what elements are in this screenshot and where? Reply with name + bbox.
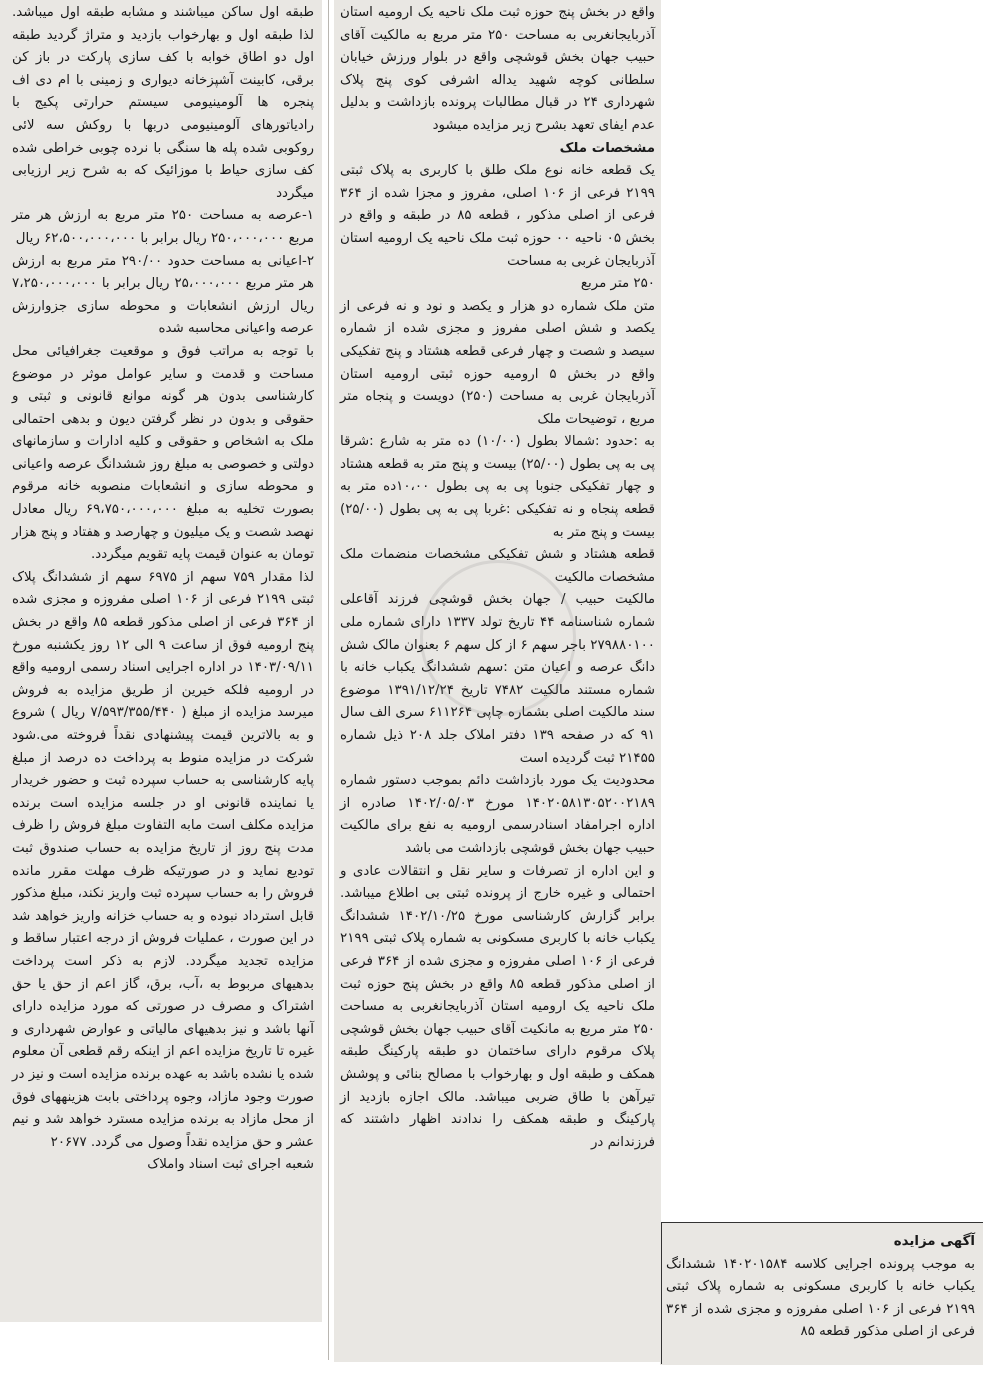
paragraph: محدودیت یک مورد بازداشت دائم بموجب دستور شماره ۱۴۰۲۰۵۸۱۳۰۵۲۰۰۲۱۸۹ مورخ ۱۴۰۲/۰۵/۰۳ صادره از اداره اجرامفاد اسنادرسمی ارومیه به نفع برای مالکیت حبیب جهان بخش قوشچی بازداشت می باشد (340, 773, 655, 856)
paragraph: مالکیت حبیب / جهان بخش قوشچی فرزند آقاعلی شماره شناسنامه ۴۴ تاریخ تولد ۱۳۳۷ دارای شماره ملی ۲۷۹۸۸۰۱۰۰ باجر سهم ۶ از کل سهم ۶ بعنوان مالک شش دانگ عرصه و اعیان متن :سهم ششدانگ یکباب خانه با شماره مستند مالکیت ۷۴۸۲ تاریخ ۱۳۹۱/۱۲/۲۴ موضوع سند مالکیت اصلی بشماره چاپی ۶۱۱۲۶۴ سری الف سال ۹۱ که در صفحه ۱۳۹ دفتر املاک جلد ۲۰۸ ذیل شماره ۲۱۴۵۵ ثبت گردیده است (340, 592, 655, 766)
notice-column-right (660, 1223, 983, 1365)
paragraph: واقع در بخش پنج حوزه ثبت ملک ناحیه یک ارومیه استان آذربایجانغربی به مساحت ۲۵۰ متر مربع به مالکیت آقای حبیب جهان بخش قوشچی واقع در بلوار ورزش خیابان سلطانی کوچه شهید یداله اشرفی کوی پنج پلاک شهرداری ۲۴ در قبال مطالبات پرونده بازداشت و بدلیل عدم ایفای تعهد بشرح زیر مزایده میشود (340, 5, 655, 133)
signature-line: شعبه اجرای ثبت اسناد واملاک (147, 1157, 314, 1173)
paragraph: طبقه اول ساکن میباشند و مشابه طبقه اول میباشد. لذا طبقه اول و بهارخواب بازدید و متراژ گردید طبقه اول دو اطاق خوابه با کف سازی پارکت در باز کن برقی، کابینت آشپزخانه دیواری و زمینی با ام دی اف پنجره ها آلومینیومی سیستم حرارتی پکیج با رادیاتورهای آلومینیومی دربها با روکش سه لائی روکوبی شده پله ها سنگی با نرده چوبی خراطی شده کف سازی حیاط با موزائیک که به شرح زیر ارزیابی میگردد (12, 5, 314, 201)
box-rule-side (661, 1222, 662, 1364)
paragraph: لذا مقدار ۷۵۹ سهم از ۶۹۷۵ سهم از ششدانگ پلاک ثبتی ۲۱۹۹ فرعی از ۱۰۶ اصلی مفروزه و مجزی شده از ۳۶۴ فرعی از اصلی مذکور قطعه ۸۵ واقع در بخش پنج ارومیه فوق از ساعت ۹ الی ۱۲ روز یکشنبه مورخ ۱۴۰۳/۰۹/۱۱ در اداره اجرایی اسناد رسمی ارومیه واقع در ارومیه فلکه خیرین از طریق مزایده به فروش میرسد مزایده از مبلغ ( ۷/۵۹۳/۳۵۵/۴۴۰ ریال ) شروع و به بالاترین قیمت پیشنهادی نقداً فروخته می.شود شرکت در مزایده منوط به پرداخت ده درصد از مبلغ پایه کارشناسی به حساب سپرده ثبت و حضور خریدار یا نماینده قانونی او در جلسه مزایده است برنده مزایده مکلف است مابه التفاوت مبلغ فروش را ظرف مدت پنج روز از تاریخ مزایده به حساب صندوق ثبت تودیع نماید و در صورتیکه ظرف مهلت مقرر مانده فروش را به حساب سپرده ثبت واریز نکند، مبلغ مذکور قابل استرداد نبوده و به حساب خزانه واریز خواهد شد در این صورت ، عملیات فروش از درجه اعتبار ساقط و مزایده تجدید میگردد. لازم به ذکر است پرداخت بدهیهای مربوط به ،آب، برق، گاز اعم از حق یا حق اشتراک و مصرف در صورتی که مورد مزایده دارای آنها باشد و نیز بدهیهای مالیاتی و عوارض شهرداری و غیره تا تاریخ مزایده اعم از اینکه رقم قطعی آن معلوم شده یا نشده باشد به عهده برنده مزایده است و نیز در صورت وجود مازاد، وجوه پرداختی بابت هزینههای فوق از محل مازاد به برنده مزایده مسترد خواهد شد و نیم عشر و حق مزایده نقداً وصول می گردد. ۲۰۶۷۷ (12, 569, 315, 1150)
paragraph: به موجب پرونده اجرایی کلاسه ۱۴۰۲۰۱۵۸۴ ششدانگ یکباب خانه با کاربری مسکونی به شماره پلاک ثبتی ۲۱۹۹ فرعی از ۱۰۶ اصلی مفروزه و مجزی شده از ۳۶۴ فرعی از اصلی مذکور قطعه ۸۵ (666, 1256, 975, 1340)
paragraph: ۱-عرصه به مساحت ۲۵۰ متر مربع به ارزش هر متر مربع ۲۵۰،۰۰۰،۰۰۰ ریال برابر با ۶۲،۵۰۰،۰۰۰،۰۰۰ ریال (12, 208, 314, 246)
column-gap (328, 0, 329, 1360)
paragraph: متن ملک شماره دو هزار و یکصد و نود و نه فرعی از یکصد و شش اصلی مفروز و مجزی شده از شماره سیصد و شصت و چهار فرعی قطعه هشتاد و پنج تفکیکی واقع در بخش ۵ ارومیه حوزه ثبتی ارومیه استان آذربایجان غربی به مساحت (۲۵۰) دویست و پنجاه متر مربع ، توضیحات ملک (340, 298, 656, 427)
paragraph: قطعه هشتاد و شش تفکیکی مشخصات منضمات ملک مشخصات مالکیت (340, 547, 655, 585)
paragraph: ۲۵۰ متر مربع (580, 276, 655, 292)
paragraph: یک قطعه خانه نوع ملک طلق با کاربری به پلاک ثبتی ۲۱۹۹ فرعی از ۱۰۶ اصلی، مفروز و مجزا شده از ۳۶۴ فرعی از اصلی مذکور ، قطعه ۸۵ در طبقه و واقع در بخش ۰۵ ناحیه ۰۰ حوزه ثبت ملک ناحیه یک ارومیه استان آذربایجان غربی به مساحت (340, 163, 656, 269)
section-heading: مشخصات ملک (559, 140, 655, 156)
notice-title: آگهی مزایده (893, 1234, 975, 1249)
box-rule-top (661, 1222, 983, 1223)
paragraph: با توجه به مراتب فوق و موقعیت جغرافیائی محل مساحت و قدمت و سایر عوامل موثر در موضوع کارشناسی بدون هر گونه موانع قانونی و ثبتی و حقوقی و بدون در نظر گرفتن دیون و بدهی احتمالی ملک به اشخاص و حقوقی و کلیه ادارات و سازمانهای دولتی و خصوصی به مبلغ روز ششدانگ عرصه واعیانی و محوطه سازی و انشعابات منصوبه خانه مرقوم بصورت تخلیه به مبلغ ۶۹،۷۵۰،۰۰۰،۰۰۰ ریال معادل نهصد شصت و یک میلیون و چهارصد و هفتاد و پنج هزار تومان به عنوان قیمت پایه تقویم میگردد. (12, 343, 315, 563)
notice-column-middle (334, 0, 661, 1362)
notice-column-left (0, 0, 322, 1322)
paragraph: به :حدود :شمالا بطول (۱۰/۰۰) ده متر به شارع :شرقا پی به پی بطول (۲۵/۰۰) بیست و پنج متر به قطعه هشتاد و چهار تفکیکی جنوبا پی به پی بطول ۱۰،۰۰ده متر به قطعه پنجاه و نه تفکیکی :غربا پی به پی بطول (۲۵/۰۰) بیست و پنج متر به (340, 434, 656, 540)
paragraph: ۲-اعیانی به مساحت حدود ۲۹۰/۰۰ متر مربع به ارزش هر متر مربع ۲۵،۰۰۰،۰۰۰ ریال برابر با ۷،۲۵۰،۰۰۰،۰۰۰ ریال ارزش انشعابات و محوطه سازی جزوارزش عرصه واعیانی محاسبه شده (12, 253, 315, 337)
paragraph: و این اداره از تصرفات و سایر نقل و انتقالات عادی و احتمالی و غیره خارج از پرونده ثبتی بی اطلاع میباشد. برابر گزارش کارشناسی مورخ ۱۴۰۲/۱۰/۲۵ ششدانگ یکباب خانه با کاربری مسکونی به شماره پلاک ثبتی ۲۱۹۹ فرعی از ۱۰۶ اصلی مفروزه و مجزی شده از ۳۶۴ فرعی از اصلی مذکور قطعه ۸۵ واقع در بخش پنج حوزه ثبت ملک ناحیه یک ارومیه استان آذربایجانغربی به مساحت ۲۵۰ متر مربع به مانکیت آقای حبیب جهان بخش قوشچی پلاک مرقوم دارای ساختمان دو طبقه پارکینگ طبقه همکف و طبقه اول و بهارخواب با مصالح بنائی و پوشش تیرآهن با طاق ضربی میباشد. مالک اجازه بازدید از پارکینگ و طبقه همکف را ندادند اظهار داشتند که فرزندانم در (340, 863, 655, 1150)
